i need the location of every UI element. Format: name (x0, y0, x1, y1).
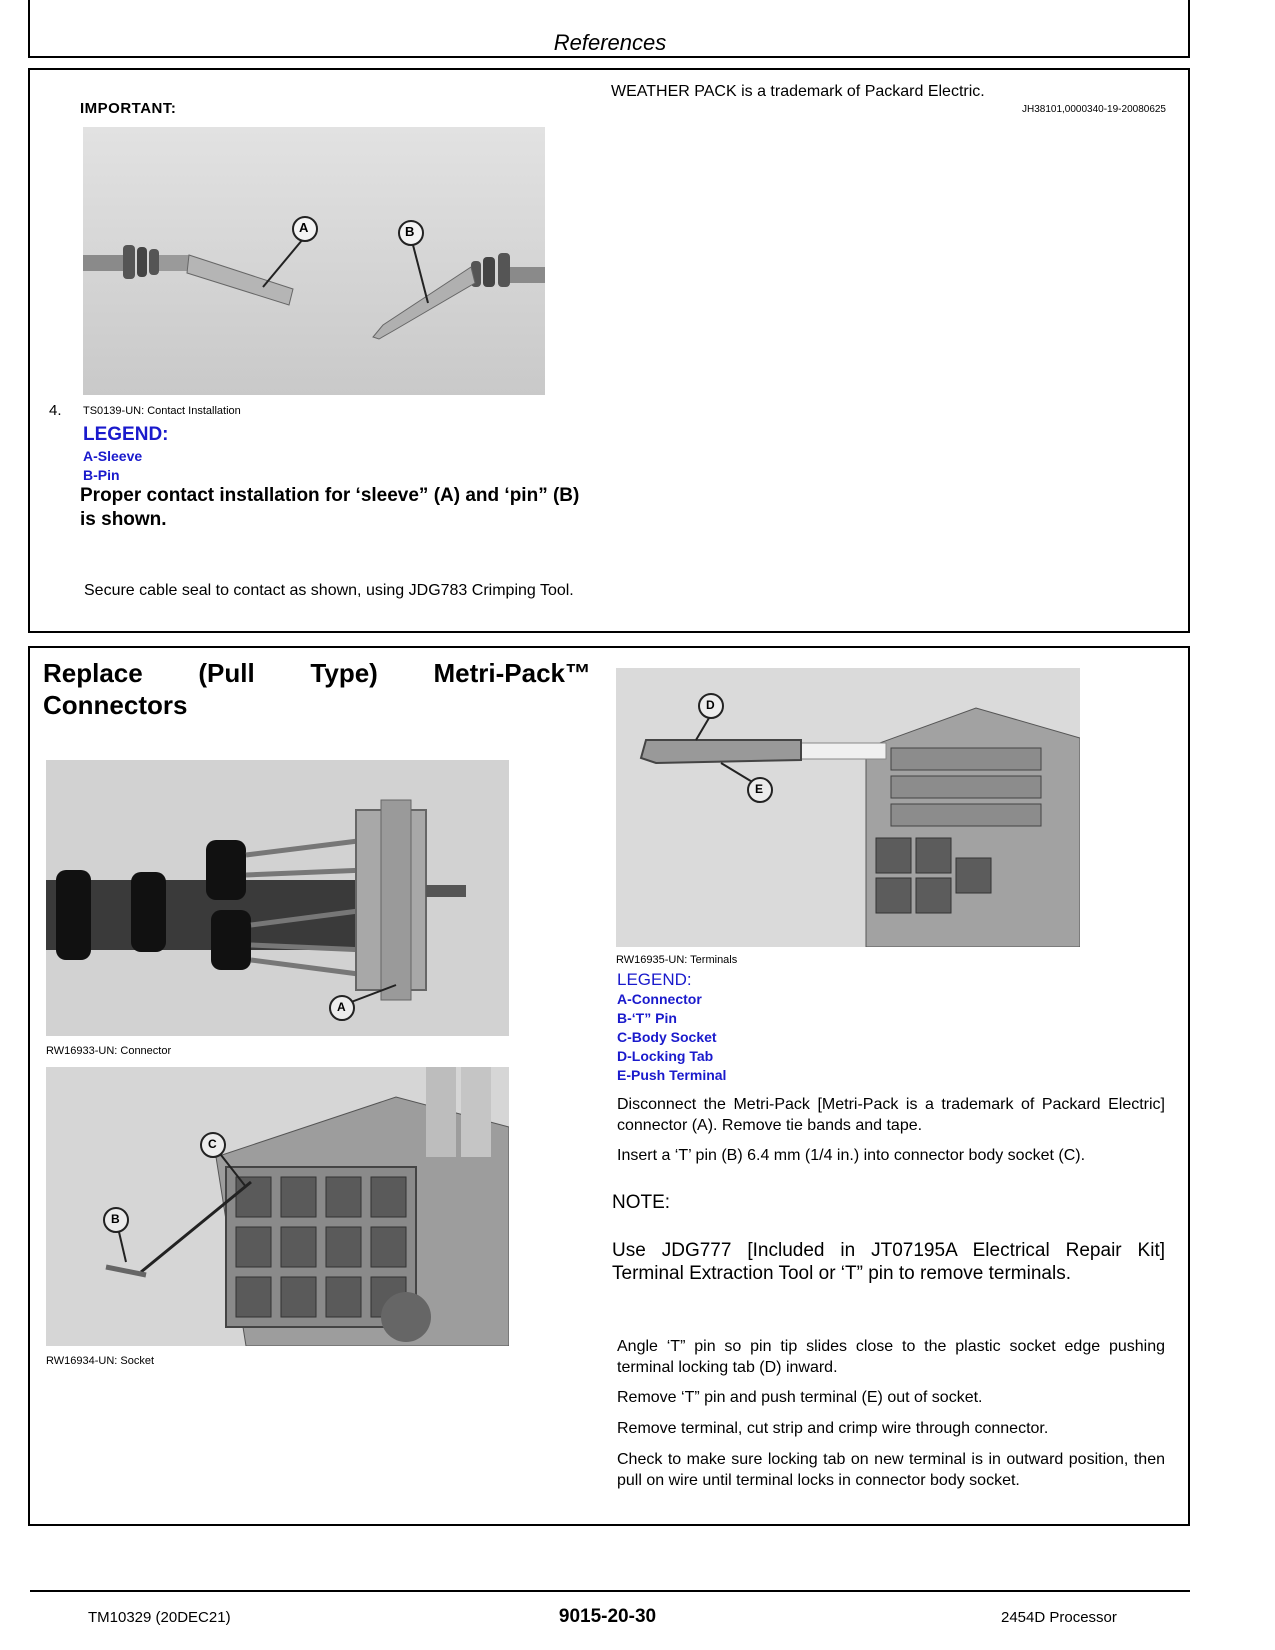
legend-item: E-Push Terminal (617, 1067, 727, 1083)
figure-caption-connector: RW16933-UN: Connector (46, 1045, 172, 1057)
step-number: 4. (49, 402, 62, 419)
figure-caption-terminals: RW16935-UN: Terminals (616, 954, 738, 966)
contact-installation-photo (83, 127, 545, 395)
crimping-instruction: Secure cable seal to contact as shown, using JDG783 Crimping Tool. (84, 582, 574, 599)
paragraph: Disconnect the Metri-Pack [Metri-Pack is a trademark of Packard Electric] connector (A). Remove tie bands and tape. (617, 1096, 1165, 1134)
legend-item: B-‘T” Pin (617, 1010, 677, 1026)
callout-b: B (111, 1212, 120, 1226)
legend-item: B-Pin (83, 467, 120, 483)
footer-product: 2454D Processor (1001, 1609, 1117, 1626)
callout-d: D (706, 698, 715, 712)
trademark-note: WEATHER PACK is a trademark of Packard Electric. (611, 83, 985, 100)
doc-reference: JH38101,0000340-19-20080625 (1021, 104, 1166, 115)
callout-e: E (755, 782, 764, 796)
connector-photo (46, 760, 509, 1036)
callout-c: C (208, 1137, 217, 1151)
legend-title: LEGEND: (617, 970, 692, 989)
step: Angle ‘T” pin so pin tip slides close to the plastic socket edge pushing terminal locking tab (D) inward. (617, 1338, 1165, 1376)
legend-item: A-Connector (617, 991, 702, 1007)
callout-b: B (405, 224, 415, 239)
contact-installation-statement: Proper contact installation for ‘sleeve” (A) and ‘pin” (B) is shown. (80, 485, 580, 530)
footer-divider (30, 1590, 1190, 1592)
legend-item: C-Body Socket (617, 1029, 717, 1045)
legend-list (617, 990, 726, 1085)
terminals-photo (616, 668, 1080, 947)
legend-list (83, 447, 142, 485)
figure-caption-socket: RW16934-UN: Socket (46, 1355, 155, 1367)
section-title: Replace (Pull Type) Metri-Pack™ Connectors (43, 658, 591, 720)
legend-title: LEGEND: (83, 424, 169, 445)
step: Remove ‘T” pin and push terminal (E) out of socket. (617, 1389, 983, 1406)
figure-caption-contact-installation: TS0139-UN: Contact Installation (83, 405, 241, 417)
callout-a: A (337, 1000, 346, 1014)
step: Check to make sure locking tab on new terminal is in outward position, then pull on wire until terminal locks in connector body socket. (617, 1451, 1165, 1489)
page-header-title: References (553, 30, 667, 55)
note-label: NOTE: (612, 1192, 671, 1213)
callout-a: A (299, 220, 309, 235)
note-text: Use JDG777 [Included in JT07195A Electrical Repair Kit] Terminal Extraction Tool or ‘T” pin to remove terminals. (612, 1240, 1165, 1284)
footer-doc-id: TM10329 (20DEC21) (88, 1609, 231, 1626)
step: Remove terminal, cut strip and crimp wire through connector. (617, 1420, 1049, 1437)
paragraph: Insert a ‘T’ pin (B) 6.4 mm (1/4 in.) into connector body socket (C). (617, 1147, 1086, 1164)
socket-photo (46, 1067, 509, 1346)
legend-item: A-Sleeve (83, 448, 143, 464)
legend-item: D-Locking Tab (617, 1048, 714, 1064)
important-label: IMPORTANT: (80, 100, 177, 117)
footer-page-number: 9015-20-30 (558, 1606, 657, 1627)
